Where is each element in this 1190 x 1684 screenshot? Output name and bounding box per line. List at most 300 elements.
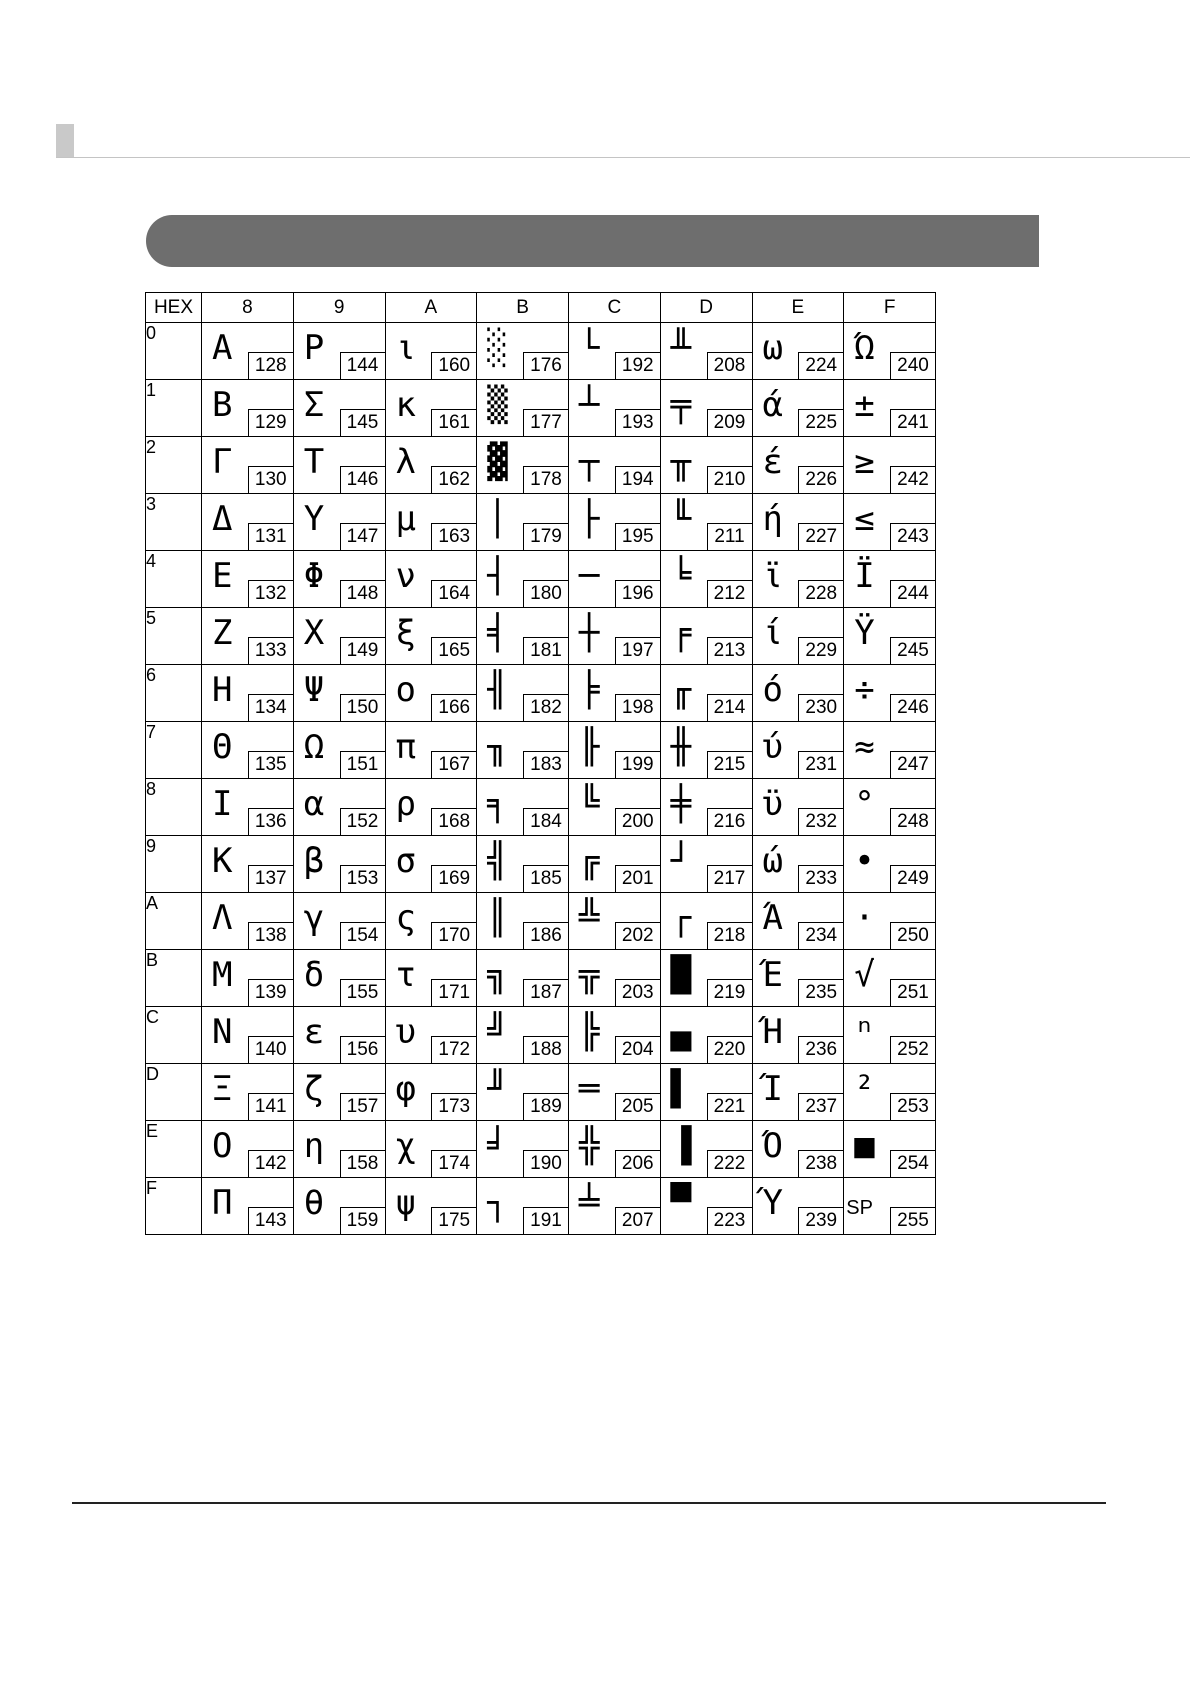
char-cell: [202, 494, 294, 551]
char-code: 129: [248, 409, 293, 436]
char-cell: [844, 893, 936, 950]
char-glyph: Ϋ: [854, 613, 875, 653]
char-code: 228: [798, 580, 843, 607]
char-code: 232: [798, 808, 843, 835]
char-code: 234: [798, 922, 843, 949]
char-code: 174: [431, 1150, 476, 1177]
char-cell: [569, 323, 661, 380]
char-code: 220: [707, 1036, 752, 1063]
char-code: 156: [340, 1036, 385, 1063]
char-cell: [844, 437, 936, 494]
char-glyph: │: [487, 499, 508, 539]
table-row: [146, 893, 936, 950]
char-code: 146: [340, 466, 385, 493]
char-code: 254: [890, 1150, 935, 1177]
char-code: 142: [248, 1150, 293, 1177]
char-cell: [752, 323, 844, 380]
char-code: 190: [523, 1150, 568, 1177]
char-code: 137: [248, 865, 293, 892]
char-glyph: Ώ: [854, 328, 875, 368]
char-glyph: ═: [579, 1069, 600, 1109]
row-header-8: 8: [146, 779, 202, 836]
table-row: [146, 1007, 936, 1064]
char-cell: [477, 1178, 569, 1235]
char-glyph: ╓: [670, 670, 692, 710]
char-glyph: Ο: [212, 1126, 233, 1166]
char-code: 169: [431, 865, 476, 892]
char-glyph: ε: [303, 1012, 325, 1052]
char-glyph: Ψ: [303, 670, 325, 710]
char-cell: [202, 1007, 294, 1064]
char-cell: [385, 1007, 477, 1064]
char-glyph: Η: [212, 670, 233, 710]
char-code: 248: [890, 808, 935, 835]
char-cell: [477, 1064, 569, 1121]
char-glyph: ╞: [579, 670, 600, 710]
char-glyph: Υ: [303, 499, 325, 539]
char-cell: [844, 665, 936, 722]
char-code: 222: [707, 1150, 752, 1177]
char-code: 131: [248, 523, 293, 550]
char-code: 132: [248, 580, 293, 607]
char-glyph: •: [854, 841, 875, 881]
char-code: 176: [523, 352, 568, 379]
char-glyph: Ϊ: [854, 556, 875, 596]
char-cell: [477, 779, 569, 836]
char-glyph: η: [303, 1126, 325, 1166]
char-cell: [293, 665, 385, 722]
char-cell: [385, 608, 477, 665]
char-code: 217: [707, 865, 752, 892]
char-code: 225: [798, 409, 843, 436]
char-code: 200: [615, 808, 660, 835]
char-glyph: ÷: [854, 670, 875, 710]
char-code: 164: [431, 580, 476, 607]
char-cell: [752, 722, 844, 779]
char-glyph: ώ: [762, 841, 783, 881]
char-cell: [660, 1007, 752, 1064]
char-cell: [293, 950, 385, 1007]
row-header-b: B: [146, 950, 202, 1007]
char-code: 221: [707, 1093, 752, 1120]
char-glyph: Σ: [303, 385, 325, 425]
char-glyph: ϊ: [762, 556, 783, 596]
char-code: 186: [523, 922, 568, 949]
char-glyph: Ι: [212, 784, 233, 824]
char-code: 173: [431, 1093, 476, 1120]
char-glyph: ν: [395, 556, 416, 596]
char-cell: [569, 779, 661, 836]
column-header-b: B: [477, 293, 569, 323]
char-code: 206: [615, 1150, 660, 1177]
table-row: [146, 494, 936, 551]
char-code: 140: [248, 1036, 293, 1063]
char-code: 205: [615, 1093, 660, 1120]
char-code: 251: [890, 979, 935, 1006]
char-code: 201: [615, 865, 660, 892]
char-cell: [569, 551, 661, 608]
char-code: 136: [248, 808, 293, 835]
char-glyph: ╬: [579, 1126, 600, 1166]
char-code: 255: [890, 1207, 935, 1234]
char-code: 196: [615, 580, 660, 607]
row-header-2: 2: [146, 437, 202, 494]
char-code: 195: [615, 523, 660, 550]
char-cell: [660, 950, 752, 1007]
char-glyph: ╙: [670, 499, 692, 539]
char-cell: [293, 608, 385, 665]
char-cell: [752, 1064, 844, 1121]
char-code: 179: [523, 523, 568, 550]
char-code: 157: [340, 1093, 385, 1120]
char-cell: [844, 380, 936, 437]
char-code: 211: [707, 523, 752, 550]
char-cell: [660, 779, 752, 836]
char-glyph: ╗: [487, 955, 508, 995]
char-glyph: Μ: [212, 955, 233, 995]
char-code: 253: [890, 1093, 935, 1120]
char-cell: [569, 950, 661, 1007]
char-glyph: ╜: [487, 1069, 508, 1109]
char-glyph: ┬: [579, 442, 600, 482]
char-cell: [293, 1064, 385, 1121]
char-code: 224: [798, 352, 843, 379]
row-header-a: A: [146, 893, 202, 950]
char-cell: [202, 1121, 294, 1178]
char-code: 139: [248, 979, 293, 1006]
char-glyph: ╪: [670, 784, 692, 824]
char-glyph: υ: [395, 1012, 416, 1052]
char-cell: [660, 893, 752, 950]
char-code: 247: [890, 751, 935, 778]
char-code: 212: [707, 580, 752, 607]
char-glyph: Α: [212, 328, 233, 368]
char-cell: [569, 1064, 661, 1121]
char-cell: [660, 836, 752, 893]
char-code: 166: [431, 694, 476, 721]
char-glyph: ╝: [487, 1012, 508, 1052]
char-glyph: ╧: [579, 1183, 600, 1223]
table-header: [146, 293, 936, 323]
char-cell: [293, 893, 385, 950]
char-glyph: ·: [854, 898, 875, 938]
char-code: 135: [248, 751, 293, 778]
char-code: 249: [890, 865, 935, 892]
char-cell: [569, 665, 661, 722]
char-glyph: └: [579, 328, 600, 368]
char-code: 219: [707, 979, 752, 1006]
char-cell: [660, 1121, 752, 1178]
char-code: 241: [890, 409, 935, 436]
char-cell: [202, 608, 294, 665]
char-cell: [477, 1121, 569, 1178]
char-code: 187: [523, 979, 568, 1006]
char-cell: [385, 1121, 477, 1178]
char-code: 226: [798, 466, 843, 493]
char-code: 134: [248, 694, 293, 721]
char-cell: [202, 551, 294, 608]
char-code: 238: [798, 1150, 843, 1177]
char-cell: [752, 1178, 844, 1235]
char-glyph: ≈: [854, 727, 875, 767]
char-glyph: ■: [854, 1126, 875, 1166]
char-cell: [752, 893, 844, 950]
char-cell: [477, 437, 569, 494]
char-code: 199: [615, 751, 660, 778]
char-glyph: ή: [762, 499, 783, 539]
char-glyph: ░: [487, 328, 508, 368]
char-cell: [844, 779, 936, 836]
char-glyph: Χ: [303, 613, 325, 653]
char-cell: [844, 608, 936, 665]
char-cell: [293, 437, 385, 494]
char-cell: [660, 1064, 752, 1121]
char-code: 160: [431, 352, 476, 379]
char-glyph: ο: [395, 670, 416, 710]
char-glyph: ╟: [579, 727, 600, 767]
char-cell: [385, 437, 477, 494]
char-glyph: Φ: [303, 556, 325, 596]
char-cell: [660, 722, 752, 779]
table-row: [146, 779, 936, 836]
char-cell: [477, 494, 569, 551]
char-code: 237: [798, 1093, 843, 1120]
char-cell: [202, 893, 294, 950]
char-cell: [844, 836, 936, 893]
char-glyph: λ: [395, 442, 416, 482]
char-glyph: Ε: [212, 556, 233, 596]
char-glyph: ┐: [487, 1183, 508, 1223]
char-code: 178: [523, 466, 568, 493]
char-code: 168: [431, 808, 476, 835]
char-code: 246: [890, 694, 935, 721]
char-code: 223: [707, 1207, 752, 1234]
table-row: [146, 437, 936, 494]
char-cell: [752, 608, 844, 665]
char-code: 182: [523, 694, 568, 721]
table-row: [146, 950, 936, 1007]
header-divider: [56, 157, 1190, 158]
char-code: 192: [615, 352, 660, 379]
char-cell: [569, 437, 661, 494]
char-cell: [385, 380, 477, 437]
char-cell: [569, 1121, 661, 1178]
char-cell: [202, 323, 294, 380]
char-glyph: ²: [854, 1069, 875, 1109]
char-code: 242: [890, 466, 935, 493]
char-glyph: ▐: [670, 1126, 692, 1166]
char-cell: [293, 380, 385, 437]
char-code: 155: [340, 979, 385, 1006]
char-glyph: ╘: [670, 556, 692, 596]
char-cell: [569, 893, 661, 950]
char-code: 165: [431, 637, 476, 664]
char-glyph: ╣: [487, 841, 508, 881]
char-glyph: ⁿ: [854, 1012, 875, 1052]
char-cell: [477, 551, 569, 608]
char-cell: [202, 1064, 294, 1121]
char-cell: [660, 608, 752, 665]
char-glyph: ί: [762, 613, 783, 653]
char-cell: [752, 950, 844, 1007]
char-code: 148: [340, 580, 385, 607]
char-glyph: ╨: [670, 328, 692, 368]
char-glyph: ▓: [487, 442, 508, 482]
char-glyph: Β: [212, 385, 233, 425]
table-row: [146, 1178, 936, 1235]
char-cell: [569, 608, 661, 665]
table-row: [146, 323, 936, 380]
table-row: [146, 551, 936, 608]
char-glyph: Λ: [212, 898, 233, 938]
char-glyph: ╤: [670, 385, 692, 425]
char-code: 197: [615, 637, 660, 664]
column-header-d: D: [660, 293, 752, 323]
char-code: 175: [431, 1207, 476, 1234]
column-header-c: C: [569, 293, 661, 323]
char-glyph: ╔: [579, 841, 600, 881]
char-cell: [569, 380, 661, 437]
char-glyph: Π: [212, 1183, 233, 1223]
char-cell: [752, 494, 844, 551]
char-cell: [660, 437, 752, 494]
char-glyph: δ: [303, 955, 325, 995]
table-body: [146, 323, 936, 1235]
char-glyph: ι: [395, 328, 416, 368]
char-glyph: Ύ: [762, 1183, 783, 1223]
char-cell: [385, 665, 477, 722]
char-glyph: Δ: [212, 499, 233, 539]
char-code: 188: [523, 1036, 568, 1063]
char-glyph: ╡: [487, 613, 508, 653]
char-glyph: ╦: [579, 955, 600, 995]
char-code: 215: [707, 751, 752, 778]
char-glyph: Θ: [212, 727, 233, 767]
char-cell: [477, 1007, 569, 1064]
char-code: 243: [890, 523, 935, 550]
char-glyph: φ: [395, 1069, 416, 1109]
char-glyph: ς: [395, 898, 416, 938]
row-header-1: 1: [146, 380, 202, 437]
char-code: 150: [340, 694, 385, 721]
row-header-4: 4: [146, 551, 202, 608]
char-cell: [202, 779, 294, 836]
char-code: 184: [523, 808, 568, 835]
char-cell: [569, 1178, 661, 1235]
char-cell: [752, 1007, 844, 1064]
char-glyph: Ό: [762, 1126, 783, 1166]
char-code: 171: [431, 979, 476, 1006]
char-code: 128: [248, 352, 293, 379]
row-header-3: 3: [146, 494, 202, 551]
char-code: 218: [707, 922, 752, 949]
char-cell: [202, 665, 294, 722]
char-glyph: ζ: [303, 1069, 325, 1109]
table-row: [146, 1121, 936, 1178]
char-glyph: ±: [854, 385, 875, 425]
char-glyph: θ: [303, 1183, 325, 1223]
char-cell: [385, 779, 477, 836]
char-glyph: SP: [846, 1197, 873, 1219]
char-cell: [844, 1064, 936, 1121]
page-title-bar: [146, 215, 1039, 267]
table-row: [146, 608, 936, 665]
char-cell: [844, 722, 936, 779]
char-cell: [752, 551, 844, 608]
row-header-d: D: [146, 1064, 202, 1121]
char-code: 159: [340, 1207, 385, 1234]
char-glyph: ┌: [670, 898, 692, 938]
char-cell: [385, 1064, 477, 1121]
column-header-a: A: [385, 293, 477, 323]
char-code: 189: [523, 1093, 568, 1120]
char-code: 244: [890, 580, 935, 607]
char-code: 194: [615, 466, 660, 493]
char-glyph: Γ: [212, 442, 233, 482]
char-cell: [293, 551, 385, 608]
row-header-7: 7: [146, 722, 202, 779]
char-cell: [844, 494, 936, 551]
row-header-e: E: [146, 1121, 202, 1178]
char-glyph: ╒: [670, 613, 692, 653]
char-code: 216: [707, 808, 752, 835]
char-glyph: Ζ: [212, 613, 233, 653]
char-code: 236: [798, 1036, 843, 1063]
char-code: 138: [248, 922, 293, 949]
character-code-table: [145, 292, 936, 1235]
char-code: 158: [340, 1150, 385, 1177]
char-glyph: μ: [395, 499, 416, 539]
char-glyph: ≥: [854, 442, 875, 482]
char-code: 202: [615, 922, 660, 949]
char-glyph: ▒: [487, 385, 508, 425]
char-glyph: ┘: [670, 841, 692, 881]
char-cell: [660, 1178, 752, 1235]
char-code: 252: [890, 1036, 935, 1063]
char-cell: [752, 779, 844, 836]
char-code: 245: [890, 637, 935, 664]
row-header-9: 9: [146, 836, 202, 893]
char-glyph: ╕: [487, 784, 508, 824]
column-header-8: 8: [202, 293, 294, 323]
char-code: 239: [798, 1207, 843, 1234]
char-glyph: Τ: [303, 442, 325, 482]
row-header-c: C: [146, 1007, 202, 1064]
char-glyph: ρ: [395, 784, 416, 824]
char-cell: [569, 1007, 661, 1064]
char-cell: [477, 323, 569, 380]
char-code: 180: [523, 580, 568, 607]
char-glyph: ╠: [579, 1012, 600, 1052]
char-glyph: σ: [395, 841, 416, 881]
char-cell: [477, 836, 569, 893]
char-code: 191: [523, 1207, 568, 1234]
char-glyph: ξ: [395, 613, 416, 653]
char-code: 149: [340, 637, 385, 664]
char-code: 204: [615, 1036, 660, 1063]
char-glyph: Ω: [303, 727, 325, 767]
char-code: 153: [340, 865, 385, 892]
char-glyph: ό: [762, 670, 783, 710]
char-glyph: Ά: [762, 898, 783, 938]
char-glyph: ▀: [670, 1183, 692, 1223]
char-cell: [293, 494, 385, 551]
char-cell: [293, 1121, 385, 1178]
char-glyph: Έ: [762, 955, 783, 995]
row-header-6: 6: [146, 665, 202, 722]
char-glyph: ┤: [487, 556, 508, 596]
table-row: [146, 1064, 936, 1121]
